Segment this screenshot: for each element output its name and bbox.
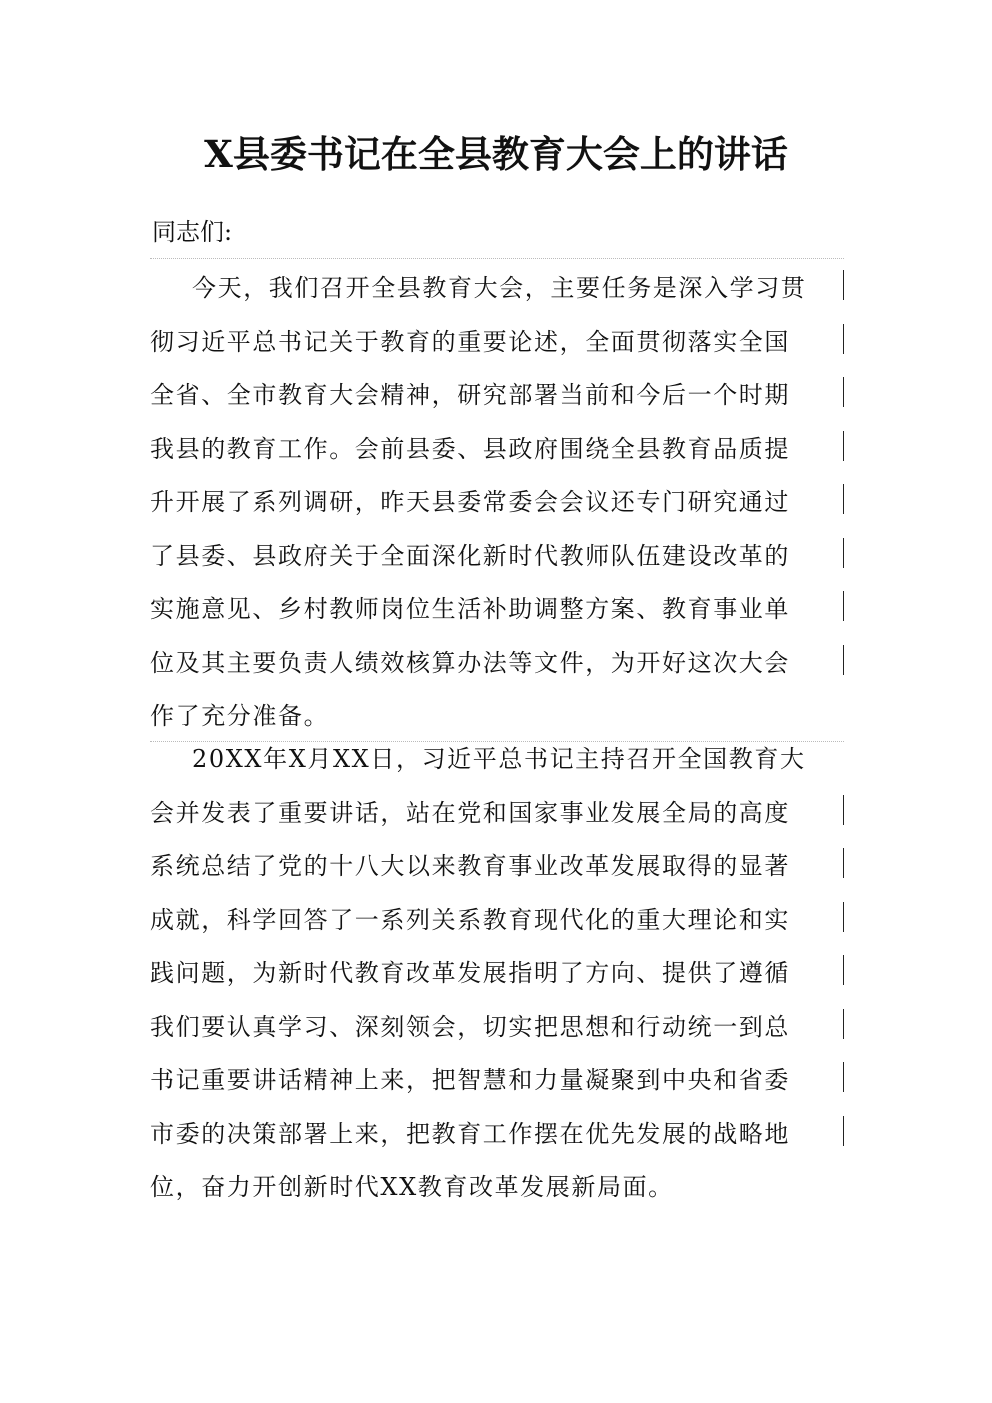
paragraph-line: 成就，科学回答了一系列关系教育现代化的重大理论和实 bbox=[150, 891, 844, 945]
paragraph-line: 会并发表了重要讲话，站在党和国家事业发展全局的高度 bbox=[150, 784, 844, 838]
line-end-mark bbox=[843, 955, 844, 985]
line-end-mark bbox=[843, 902, 844, 932]
line-end-mark bbox=[843, 1116, 844, 1146]
paragraph-line: 书记重要讲话精神上来，把智慧和力量凝聚到中央和省委 bbox=[150, 1051, 844, 1105]
paragraph-line: 彻习近平总书记关于教育的重要论述，全面贯彻落实全国 bbox=[150, 313, 844, 367]
paragraph-line: 了县委、县政府关于全面深化新时代教师队伍建设改革的 bbox=[150, 527, 844, 581]
paragraph-line: 践问题，为新时代教育改革发展指明了方向、提供了遵循 bbox=[150, 944, 844, 998]
paragraph-line: 升开展了系列调研，昨天县委常委会会议还专门研究通过 bbox=[150, 473, 844, 527]
paragraph-line: 作了充分准备。 bbox=[150, 702, 330, 731]
paragraph-line: 今天，我们召开全县教育大会，主要任务是深入学习贯 bbox=[150, 259, 844, 313]
line-end-mark bbox=[843, 848, 844, 878]
paragraph-2 bbox=[150, 730, 844, 1212]
line-end-mark bbox=[843, 431, 844, 461]
paragraph-line: 20XX年X月XX日，习近平总书记主持召开全国教育大 bbox=[192, 745, 806, 774]
line-end-mark bbox=[843, 1062, 844, 1092]
salutation: 同志们: bbox=[152, 218, 233, 246]
line-end-mark bbox=[843, 270, 844, 300]
paragraph-line: 系统总结了党的十八大以来教育事业改革发展取得的显著 bbox=[150, 837, 844, 891]
line-end-mark bbox=[843, 538, 844, 568]
paragraph-line: 我们要认真学习、深刻领会，切实把思想和行动统一到总 bbox=[150, 998, 844, 1052]
paragraph-line: 位及其主要负责人绩效核算办法等文件，为开好这次大会 bbox=[150, 634, 844, 688]
paragraph-1 bbox=[150, 258, 844, 742]
line-end-mark bbox=[843, 324, 844, 354]
line-end-mark bbox=[843, 377, 844, 407]
line-end-mark bbox=[843, 484, 844, 514]
line-end-mark bbox=[843, 1009, 844, 1039]
paragraph-line: 全省、全市教育大会精神，研究部署当前和今后一个时期 bbox=[150, 366, 844, 420]
paragraph-line: 市委的决策部署上来，把教育工作摆在优先发展的战略地 bbox=[150, 1105, 844, 1159]
line-end-mark bbox=[843, 645, 844, 675]
document-title: X县委书记在全县教育大会上的讲话 bbox=[204, 132, 788, 176]
paragraph-line: 实施意见、乡村教师岗位生活补助调整方案、教育事业单 bbox=[150, 580, 844, 634]
line-end-mark bbox=[843, 591, 844, 621]
line-end-mark bbox=[843, 795, 844, 825]
paragraph-line: 位，奋力开创新时代XX教育改革发展新局面。 bbox=[150, 1173, 674, 1202]
paragraph-line: 我县的教育工作。会前县委、县政府围绕全县教育品质提 bbox=[150, 420, 844, 474]
